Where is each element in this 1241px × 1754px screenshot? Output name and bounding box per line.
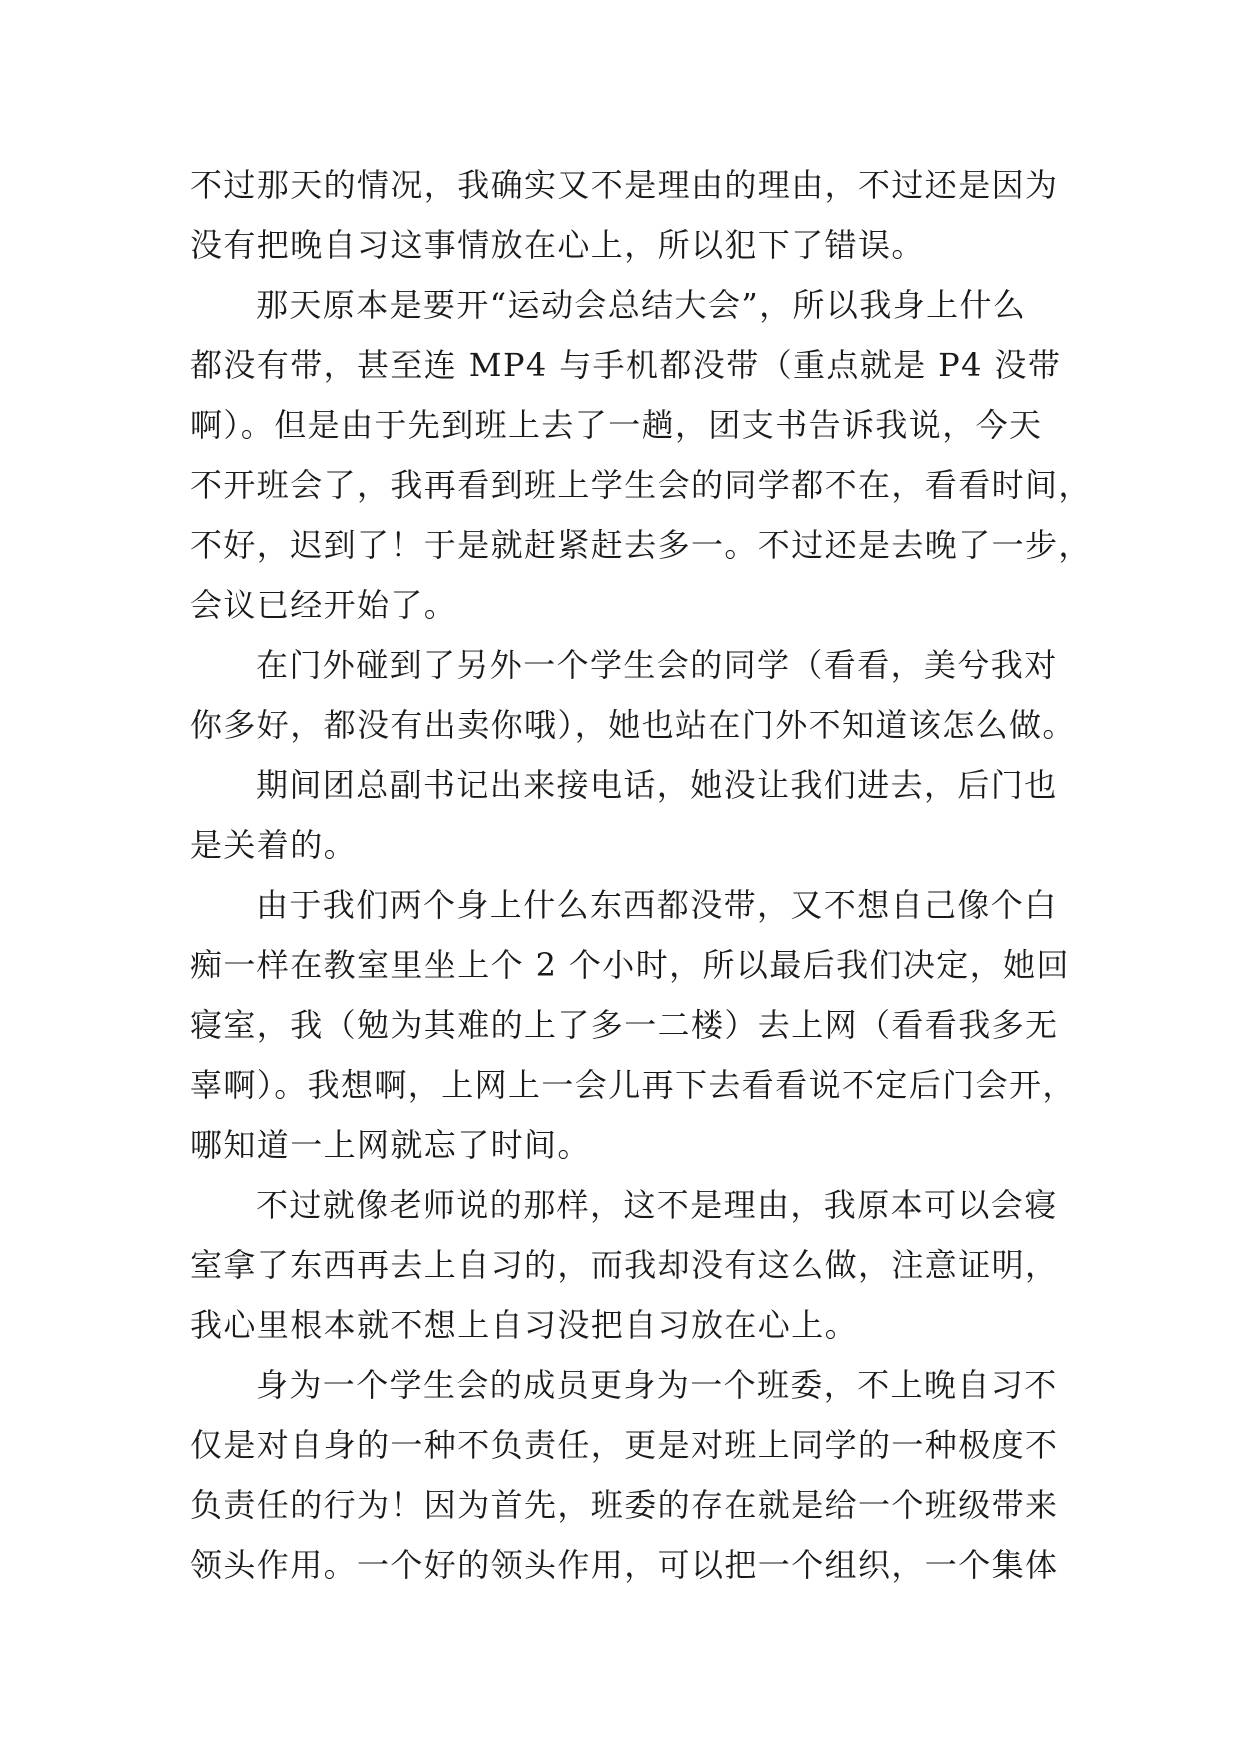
text-line: 领头作用。一个好的领头作用，可以把一个组织，一个集体 [190, 1546, 1059, 1584]
paragraph-5 [190, 875, 1076, 1175]
text-line: 寝室，我（勉为其难的上了多一二楼）去上网（看看我多无 [190, 1006, 1059, 1044]
document-body [190, 155, 1092, 1595]
text-line: 会议已经开始了。 [190, 586, 458, 624]
text-line: 不过就像老师说的那样，这不是理由，我原本可以会寝 [256, 1186, 1058, 1224]
text-line: 那天原本是要开“运动会总结大会”，所以我身上什么 [256, 286, 1027, 324]
text-line: 负责任的行为！因为首先，班委的存在就是给一个班级带来 [190, 1486, 1059, 1524]
text-line: 你多好，都没有出卖你哦），她也站在门外不知道该怎么做。 [190, 706, 1076, 744]
text-line: 身为一个学生会的成员更身为一个班委，不上晚自习不 [256, 1366, 1058, 1404]
text-line: 痴一样在教室里坐上个 2 个小时，所以最后我们决定，她回 [190, 946, 1070, 984]
text-line: 是关着的。 [190, 826, 358, 864]
text-line: 辜啊）。我想啊，上网上一会儿再下去看看说不定后门会开， [190, 1066, 1076, 1104]
text-line: 在门外碰到了另外一个学生会的同学（看看，美兮我对 [256, 646, 1058, 684]
paragraph-2 [190, 275, 1092, 635]
text-line: 室拿了东西再去上自习的，而我却没有这么做，注意证明， [190, 1246, 1059, 1284]
paragraph-6 [190, 1175, 1060, 1355]
paragraph-3 [190, 635, 1076, 755]
paragraph-7 [190, 1355, 1060, 1595]
text-line: 仅是对自身的一种不负责任，更是对班上同学的一种极度不 [190, 1426, 1059, 1464]
text-line: 啊）。但是由于先到班上去了一趟，团支书告诉我说，今天 [190, 406, 1043, 444]
text-line: 由于我们两个身上什么东西都没带，又不想自己像个白 [256, 886, 1058, 924]
text-line: 期间团总副书记出来接电话，她没让我们进去，后门也 [256, 766, 1058, 804]
paragraph-1 [190, 155, 1060, 275]
text-line: 都没有带，甚至连 MP4 与手机都没带（重点就是 P4 没带 [190, 346, 1062, 384]
text-line: 没有把晚自习这事情放在心上，所以犯下了错误。 [190, 226, 925, 264]
text-line: 不过那天的情况，我确实又不是理由的理由，不过还是因为 [190, 166, 1059, 204]
text-line: 不好，迟到了！于是就赶紧赶去多一。不过还是去晚了一步， [190, 526, 1092, 564]
text-line: 哪知道一上网就忘了时间。 [190, 1126, 591, 1164]
text-line: 我心里根本就不想上自习没把自习放在心上。 [190, 1306, 859, 1344]
paragraph-4 [190, 755, 1060, 875]
text-line: 不开班会了，我再看到班上学生会的同学都不在，看看时间， [190, 466, 1092, 504]
